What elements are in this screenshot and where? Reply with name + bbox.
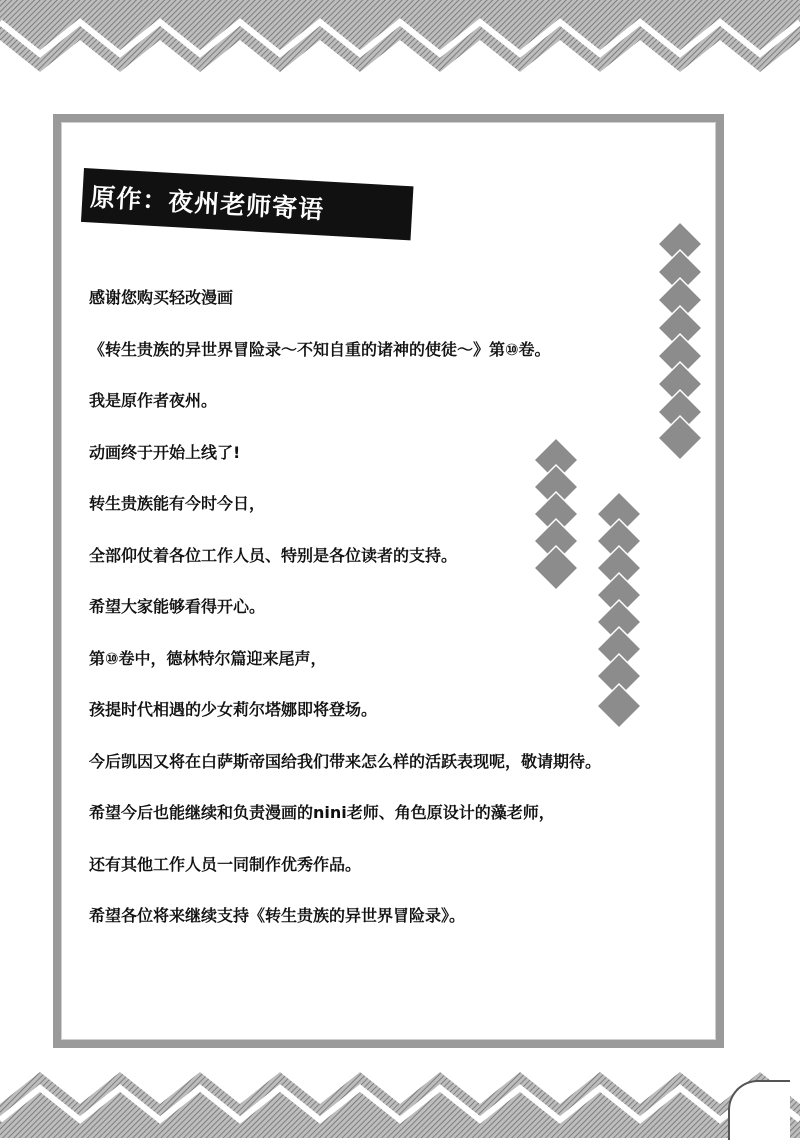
message-line: 希望大家能够看得开心。 [89,597,266,616]
message-line: 孩提时代相遇的少女莉尔塔娜即将登场。 [89,700,378,719]
message-body [89,280,689,950]
top-zigzag-border [0,0,800,72]
message-line: 动画终于开始上线了! [89,442,241,462]
page-corner-tab [728,1080,790,1140]
page-title: 原作：夜州老师寄语 [89,182,325,225]
message-line: 转生贵族能有今时今日， [89,494,266,513]
message-line: 希望今后也能继续和负责漫画的nini老师、角色原设计的藻老师， [89,803,555,822]
message-line: 第⑩卷中，德林特尔篇迎来尾声， [89,648,327,668]
message-line: 还有其他工作人员一同制作优秀作品。 [89,854,362,874]
message-line: 今后凯因又将在白萨斯帝国给我们带来怎么样的活跃表现呢，敬请期待。 [89,751,602,771]
message-line: 全部仰仗着各位工作人员、特别是各位读者的支持。 [89,545,458,565]
message-line: 我是原作者夜州。 [89,391,218,410]
message-line: 感谢您购买轻改漫画 [89,288,234,307]
message-line: 希望各位将来继续支持《转生贵族的异世界冒险录》。 [89,906,466,925]
message-line: 《转生贵族的异世界冒险录～不知自重的诸神的使徒～》第⑩卷。 [89,339,551,359]
bottom-zigzag-border [0,1072,800,1138]
